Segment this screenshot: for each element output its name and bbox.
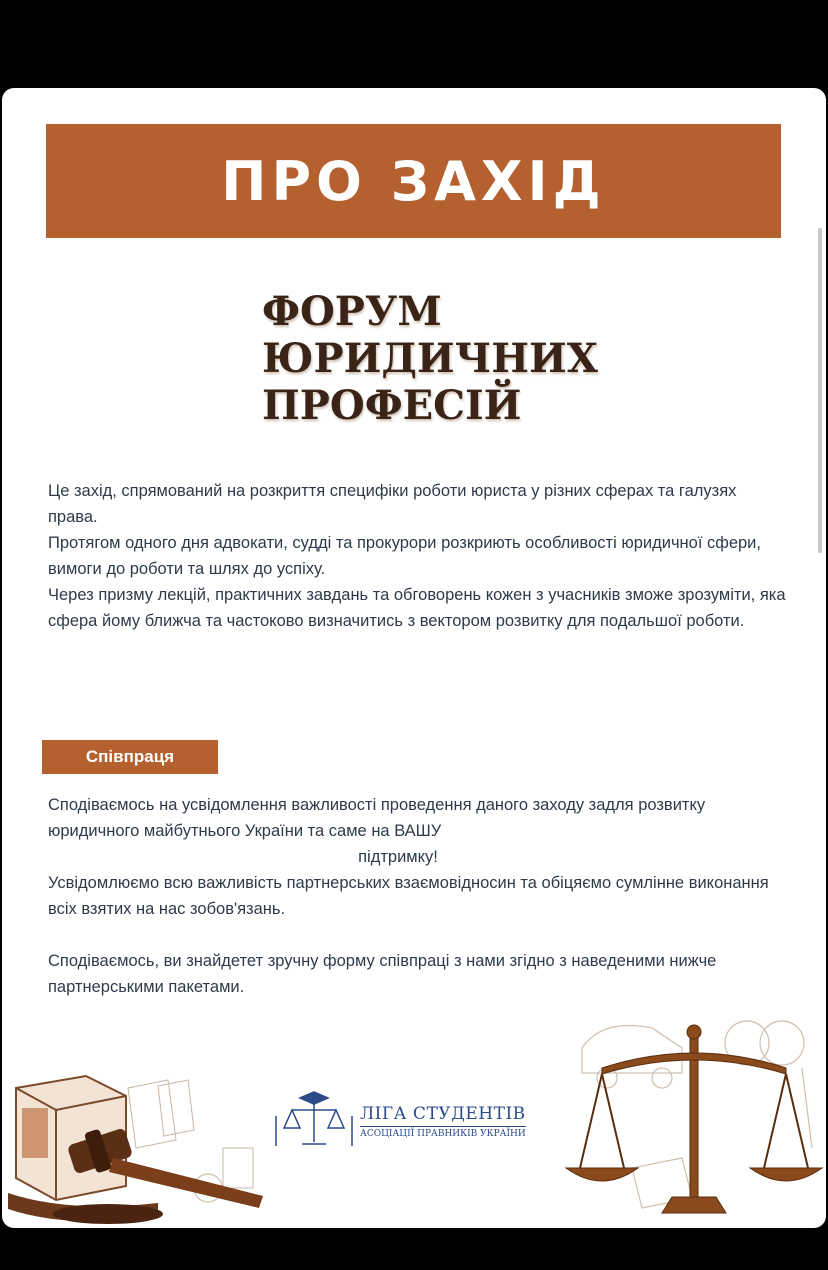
about-paragraph-2: Протягом одного дня адвокати, судді та прокурори розкриють особливості юридичної сфери, вимоги до роботи та шлях до успіху. [48, 534, 761, 578]
scales-of-justice-illustration [562, 1008, 826, 1228]
cooperation-paragraph-3: Сподіваємось, ви знайдетет зручну форму співпраці з нами згідно з наведеними нижче партнерськими пакетами. [48, 952, 717, 996]
about-text [48, 478, 788, 634]
forum-title-line-1: ФОРУМ [262, 288, 442, 335]
forum-title-line-2: ЮРИДИЧНИХ [262, 335, 598, 382]
title-banner [46, 124, 781, 238]
about-paragraph-3: Через призму лекцій, практичних завдань та обговорень кожен з учасників зможе зрозуміти, яка сфера йому ближча та частоково визначитись з вектором розвитку для подальшої роботи. [48, 586, 786, 630]
forum-title [262, 288, 598, 429]
scrollbar[interactable] [818, 228, 822, 553]
logo-name: ЛІГА СТУДЕНТІВ [360, 1103, 526, 1124]
liga-logo [272, 1088, 526, 1154]
cooperation-label: Співпраця [42, 740, 218, 774]
cooperation-text [48, 792, 788, 1000]
cooperation-paragraph-2: Усвідомлюємо всю важливість партнерських взаємовідносин та обіцяємо сумлінне виконання всіх взятих на нас зобов'язань. [48, 874, 769, 918]
document-page [2, 88, 826, 1228]
scales-cap-logo-icon [272, 1088, 356, 1154]
forum-title-line-3: ПРОФЕСІЙ [262, 382, 522, 429]
logo-subtitle: АСОЦІАЦІЇ ПРАВНИКІВ УКРАЇНИ [360, 1126, 526, 1139]
about-paragraph-1: Це захід, спрямований на розкриття специфіки роботи юриста у різних сферах та галузях права. [48, 482, 737, 526]
books-gavel-illustration [8, 1068, 278, 1228]
banner-title: ПРО ЗАХІД [221, 149, 606, 213]
cooperation-paragraph-1-end: підтримку! [358, 848, 438, 866]
cooperation-paragraph-1: Сподіваємось на усвідомлення важливості проведення даного заходу задля розвитку юридичного майбутнього України та саме на ВАШУ [48, 796, 706, 840]
